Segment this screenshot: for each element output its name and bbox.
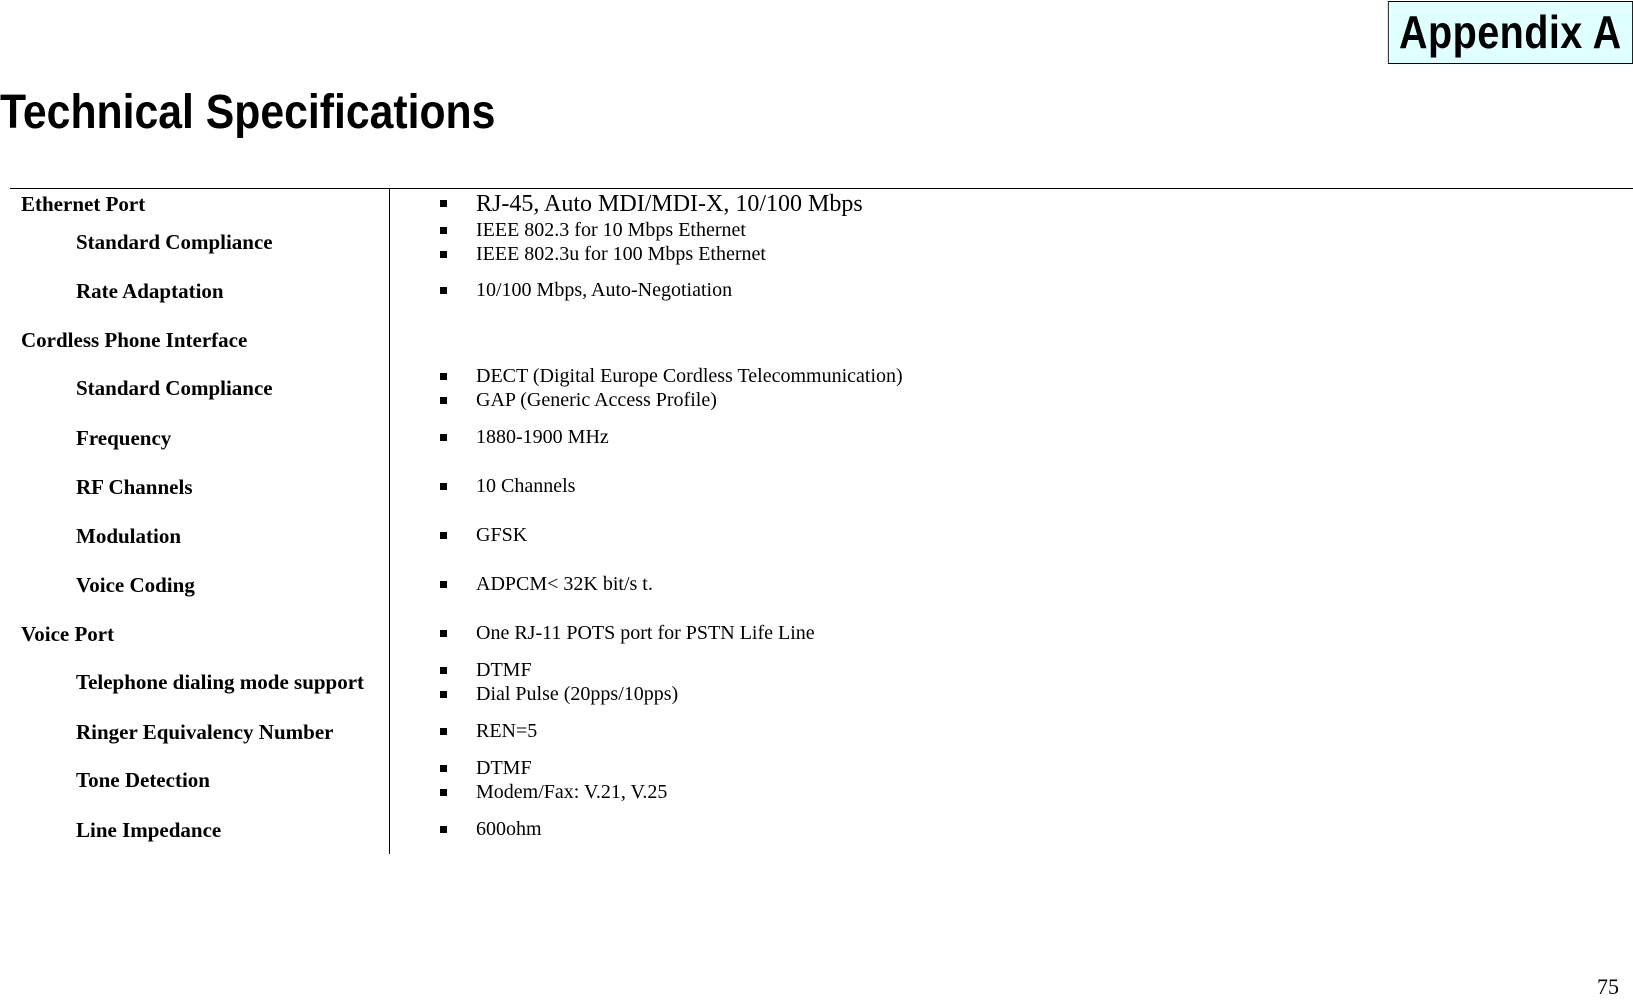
spec-value: DECT (Digital Europe Cordless Telecommunication) <box>0 364 903 388</box>
spec-label: Cordless Phone Interface <box>21 328 248 352</box>
spec-row <box>0 218 1633 266</box>
spec-value: GAP (Generic Access Profile) <box>0 388 903 412</box>
bullet-icon <box>440 434 447 441</box>
spec-label: Line Impedance <box>76 818 222 842</box>
spec-value: 10/100 Mbps, Auto-Negotiation <box>0 278 732 302</box>
spec-value: Dial Pulse (20pps/10pps) <box>0 682 678 706</box>
page-number: 75 <box>1597 974 1619 999</box>
spec-value-list <box>0 572 653 596</box>
spec-label: Tone Detection <box>76 768 210 792</box>
spec-row <box>0 328 1633 352</box>
spec-value-list <box>0 817 542 841</box>
spec-row <box>0 278 1633 302</box>
spec-row <box>0 572 1633 596</box>
spec-value-list <box>0 364 903 412</box>
spec-label: Ethernet Port <box>21 192 146 216</box>
bullet-icon <box>440 728 447 735</box>
spec-label: RF Channels <box>76 475 193 499</box>
spec-value-list <box>0 658 678 706</box>
spec-label: Frequency <box>76 426 172 450</box>
spec-label: Standard Compliance <box>76 376 273 400</box>
spec-value-list <box>0 621 815 645</box>
spec-value: RJ-45, Auto MDI/MDI-X, 10/100 Mbps <box>0 190 863 218</box>
spec-value: Modem/Fax: V.21, V.25 <box>0 780 667 804</box>
spec-value-list <box>0 474 575 498</box>
bullet-icon <box>440 251 447 258</box>
spec-label: Telephone dialing mode support <box>76 670 365 694</box>
spec-value: REN=5 <box>0 719 537 743</box>
spec-value-list <box>0 756 667 804</box>
spec-row <box>0 474 1633 498</box>
bullet-icon <box>440 200 447 207</box>
spec-value: ADPCM< 32K bit/s t. <box>0 572 653 596</box>
spec-value-list <box>0 523 527 547</box>
spec-row <box>0 817 1633 841</box>
spec-row <box>0 523 1633 547</box>
spec-row <box>0 425 1633 449</box>
spec-value: 1880-1900 MHz <box>0 425 609 449</box>
bullet-icon <box>440 789 447 796</box>
bullet-icon <box>440 483 447 490</box>
spec-value: One RJ-11 POTS port for PSTN Life Line <box>0 621 815 645</box>
spec-value: GFSK <box>0 523 527 547</box>
spec-value: 600ohm <box>0 817 542 841</box>
spec-row <box>0 621 1633 645</box>
bullet-icon <box>440 765 447 772</box>
spec-value-list <box>0 278 732 302</box>
bullet-icon <box>440 532 447 539</box>
bullet-icon <box>440 287 447 294</box>
table-top-rule <box>10 188 1633 189</box>
bullet-icon <box>440 373 447 380</box>
spec-label: Modulation <box>76 524 182 548</box>
bullet-icon <box>440 667 447 674</box>
spec-value-list <box>0 190 863 218</box>
spec-value: IEEE 802.3 for 10 Mbps Ethernet <box>0 218 766 242</box>
spec-label: Ringer Equivalency Number <box>76 720 334 744</box>
spec-row <box>0 364 1633 412</box>
spec-row <box>0 719 1633 743</box>
spec-value: IEEE 802.3u for 100 Mbps Ethernet <box>0 242 766 266</box>
spec-label: Voice Port <box>21 622 115 646</box>
spec-value-list <box>0 719 537 743</box>
spec-value: 10 Channels <box>0 474 575 498</box>
spec-label: Voice Coding <box>76 573 195 597</box>
page-title: Technical Specifications <box>0 86 496 139</box>
appendix-badge: Appendix A <box>1388 1 1633 64</box>
bullet-icon <box>440 227 447 234</box>
bullet-icon <box>440 826 447 833</box>
bullet-icon <box>440 581 447 588</box>
spec-value-list <box>0 218 766 266</box>
spec-value-list <box>0 425 609 449</box>
spec-row <box>0 658 1633 706</box>
bullet-icon <box>440 630 447 637</box>
spec-label: Rate Adaptation <box>76 279 224 303</box>
spec-value: DTMF <box>0 756 667 780</box>
spec-row <box>0 190 1633 217</box>
spec-row <box>0 756 1633 804</box>
bullet-icon <box>440 397 447 404</box>
spec-label: Standard Compliance <box>76 230 273 254</box>
spec-value: DTMF <box>0 658 678 682</box>
bullet-icon <box>440 691 447 698</box>
